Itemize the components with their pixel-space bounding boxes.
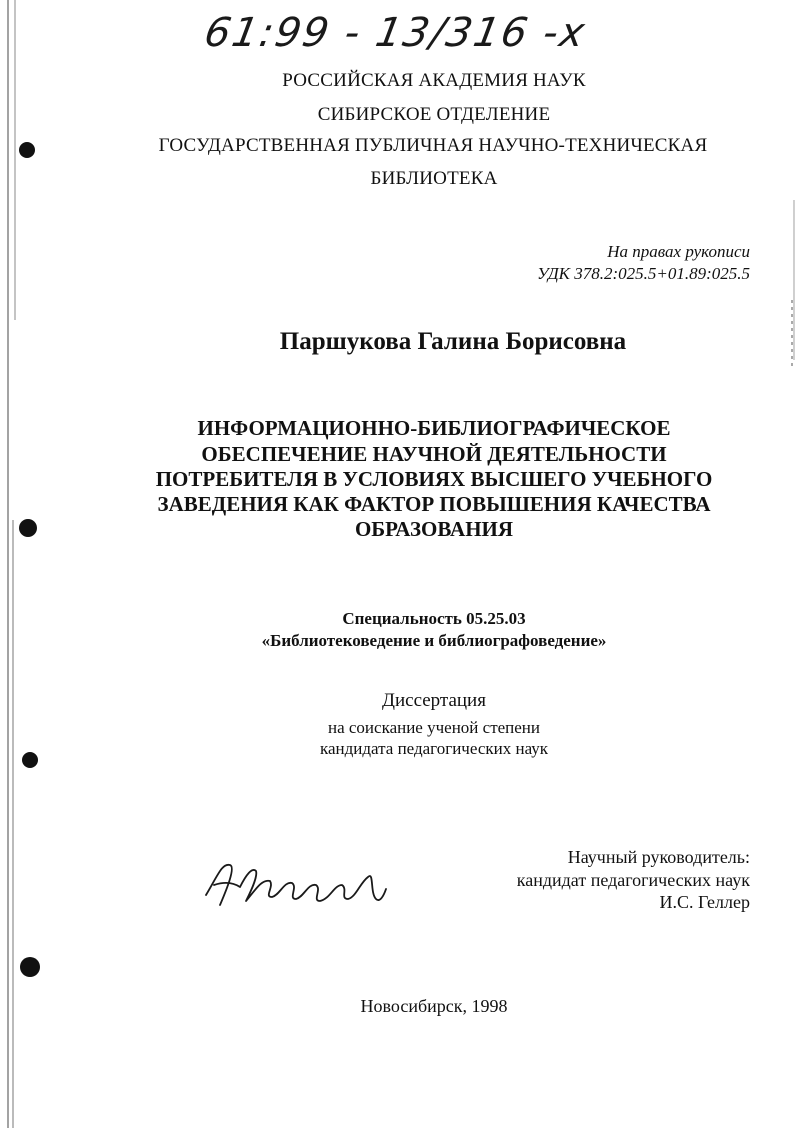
- title-line-5: ОБРАЗОВАНИЯ: [354, 517, 514, 541]
- institution-line-3: ГОСУДАРСТВЕННАЯ ПУБЛИЧНАЯ НАУЧНО-ТЕХНИЧЕСКАЯ: [158, 135, 708, 156]
- manuscript-rights: На правах рукописи: [607, 242, 750, 261]
- udk-code: УДК 378.2:025.5+01.89:025.5: [537, 264, 750, 283]
- dissertation-degree-line: на соискание ученой степени: [327, 718, 541, 737]
- dissertation-field-line: кандидата педагогических наук: [319, 739, 549, 758]
- institution-line-1: РОССИЙСКАЯ АКАДЕМИЯ НАУК: [282, 70, 586, 91]
- title-line-4: ЗАВЕДЕНИЯ КАК ФАКТОР ПОВЫШЕНИЯ КАЧЕСТВА: [157, 492, 711, 516]
- advisor-name: И.С. Геллер: [659, 892, 750, 912]
- city-year: Новосибирск, 1998: [360, 996, 508, 1016]
- specialty-name: «Библиотековедение и библиографоведение»: [261, 631, 607, 650]
- institution-line-2: СИБИРСКОЕ ОТДЕЛЕНИЕ: [317, 104, 551, 125]
- title-line-1: ИНФОРМАЦИОННО-БИБЛИОГРАФИЧЕСКОЕ: [197, 416, 671, 440]
- advisor-label: Научный руководитель:: [567, 847, 750, 867]
- advisor-degree: кандидат педагогических наук: [516, 870, 750, 890]
- handwritten-catalog-number: 61:99 - 13/316 -x: [200, 10, 590, 56]
- author-signature: [200, 855, 390, 915]
- title-line-2: ОБЕСПЕЧЕНИЕ НАУЧНОЙ ДЕЯТЕЛЬНОСТИ: [201, 442, 667, 466]
- dissertation-label: Диссертация: [382, 690, 486, 711]
- title-line-3: ПОТРЕБИТЕЛЯ В УСЛОВИЯХ ВЫСШЕГО УЧЕБНОГО: [155, 467, 713, 491]
- specialty-code: Специальность 05.25.03: [342, 609, 526, 628]
- punch-hole-mark-4: [20, 957, 40, 977]
- author-name: Паршукова Галина Борисовна: [279, 328, 627, 355]
- institution-line-4: БИБЛИОТЕКА: [370, 168, 498, 189]
